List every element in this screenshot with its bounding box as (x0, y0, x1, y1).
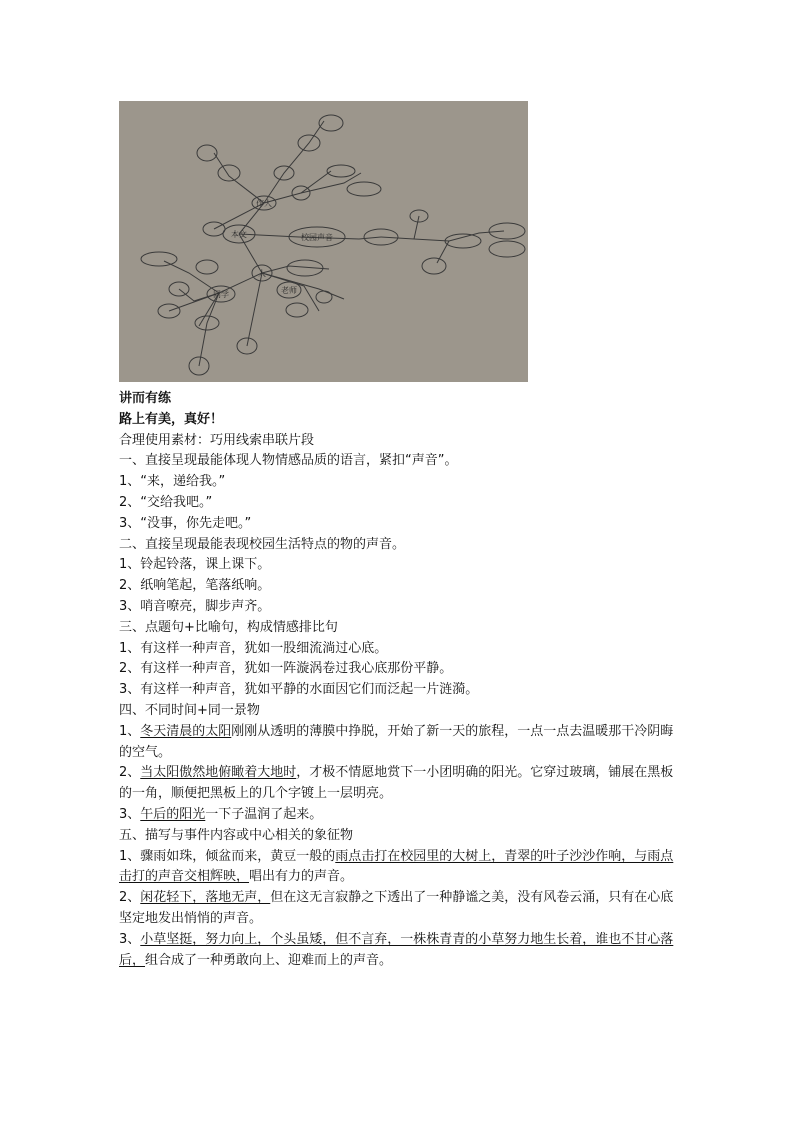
s3-title: 三、点题句+比喻句，构成情感排比句 (119, 619, 338, 635)
s4-item-3: 3、午后的阳光一下子温润了起来。 (119, 806, 323, 822)
node-main: 本文 (231, 230, 247, 239)
s2-title: 二、直接呈现最能表现校园生活特点的物的声音。 (119, 536, 406, 552)
s2-item: 2、纸响笔起，笔落纸响。 (119, 578, 271, 594)
node-campus-sound: 校园声音 (301, 233, 333, 242)
s4-title: 四、不同时间+同一景物 (119, 702, 260, 718)
node-person: 人 (258, 269, 266, 278)
s3-item: 1、有这样一种声音，犹如一股细流淌过心底。 (119, 640, 388, 656)
node-classmate: 同学 (213, 290, 229, 299)
heading: 路上有美，真好！ (119, 411, 224, 427)
s3-item: 3、有这样一种声音，犹如平静的水面因它们而泛起一片涟漪。 (119, 682, 479, 698)
mindmap-photo (119, 101, 528, 382)
node-people: 作人 (256, 199, 272, 208)
s5-item-1: 1、骤雨如珠，倾盆而来，黄豆一般的雨点击打在校园里的大树上，青翠的叶子沙沙作响，与雨点击打的声音交相辉映，唱出有力的声音。 (119, 848, 674, 885)
subheading: 合理使用素材：巧用线索串联片段 (119, 432, 315, 448)
s2-item: 3、哨音嘹亮，脚步声齐。 (119, 598, 271, 614)
section-title: 讲而有练 (119, 391, 172, 406)
s5-item-3: 3、小草坚挺，努力向上，个头虽矮，但不言弃，一株株青青的小草努力地生长着，谁也不甘心落后，组合成了一种勇敢向上、迎难而上的声音。 (119, 931, 674, 968)
s1-item: 3、“没事，你先走吧。” (119, 515, 252, 531)
s5-item-2: 2、闲花轻下，落地无声，但在这无言寂静之下透出了一种静谧之美，没有风卷云涌，只有在心底坚定地发出悄悄的声音。 (119, 890, 674, 926)
s5-title: 五、描写与事件内容或中心相关的象征物 (119, 827, 354, 843)
document-body (119, 389, 679, 971)
s4-item-1: 1、冬天清晨的太阳刚刚从透明的薄膜中挣脱，开始了新一天的旅程，一点一点去温暖那干冷阴晦的空气。 (119, 723, 674, 760)
s1-item: 2、“交给我吧。” (119, 494, 213, 510)
mindmap-sketch (119, 101, 528, 382)
s1-item: 1、“来，递给我。” (119, 474, 226, 490)
s4-item-2: 2、当太阳傲然地俯瞰着大地时，才极不情愿地赏下一小团明确的阳光。它穿过玻璃，铺展在黑板的一角，顺便把黑板上的几个字镀上一层明亮。 (119, 765, 674, 802)
s2-item: 1、铃起铃落，课上课下。 (119, 557, 271, 573)
s3-item: 2、有这样一种声音，犹如一阵漩涡卷过我心底那份平静。 (119, 661, 453, 677)
s1-title: 一、直接呈现最能体现人物情感品质的语言，紧扣“声音”。 (119, 453, 458, 469)
node-teacher: 老师 (281, 286, 297, 295)
